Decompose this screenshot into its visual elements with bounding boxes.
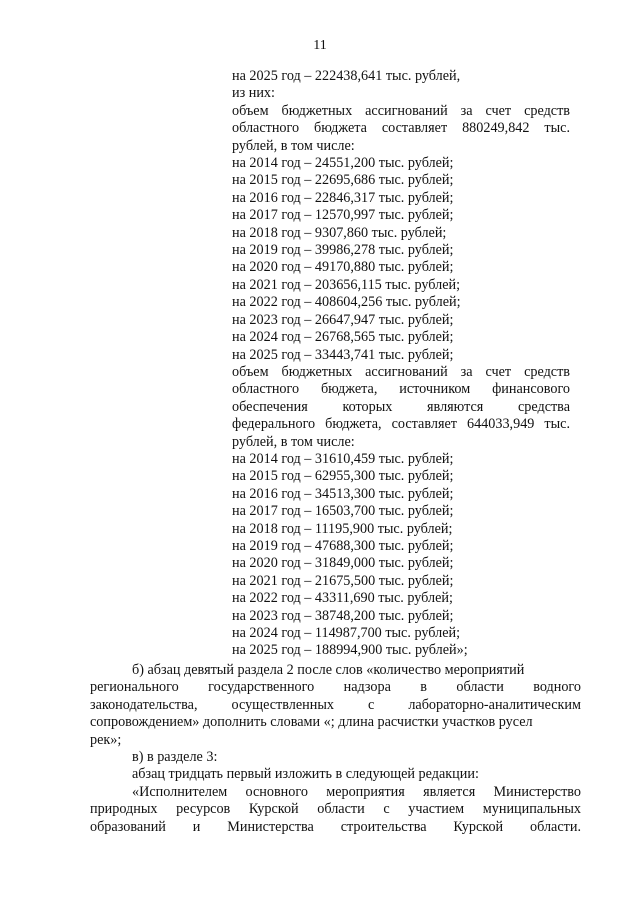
text-line: сопровождением» дополнить словами «; длина расчистки участков русел [90,714,533,731]
text-line: на 2025 год – 222438,641 тыс. рублей, [232,68,461,84]
text-line: на 2017 год – 12570,997 тыс. рублей; [232,207,454,224]
text-line: на 2016 год – 22846,317 тыс. рублей; [232,189,454,206]
text-line: образований и Министерства строительства Курской области. [90,818,581,835]
text-line: на 2025 год – 33443,741 тыс. рублей; [232,346,454,363]
text-line: на 2019 год – 47688,300 тыс. рублей; [232,537,454,554]
text-line: областного бюджета, источником финансового [232,381,570,398]
page-number: 11 [313,38,327,53]
text-line: на 2022 год – 408604,256 тыс. рублей; [232,294,461,311]
text-line: на 2018 год – 9307,860 тыс. рублей; [232,224,447,241]
text-line: обеспечения которых являются средства [232,398,570,415]
text-line: из них: [232,85,275,102]
text-line: на 2021 год – 21675,500 тыс. рублей; [232,572,454,589]
text-line: объем бюджетных ассигнований за счет средств [232,363,570,380]
text-line: на 2018 год – 11195,900 тыс. рублей; [232,520,453,537]
text-line: на 2021 год – 203656,115 тыс. рублей; [232,276,461,293]
text-line: рек»; [90,731,122,748]
text-line: б) абзац девятый раздела 2 после слов «количество мероприятий [132,662,525,678]
text-line: рублей, в том числе: [232,137,355,154]
budget-allocations-column [232,68,570,660]
text-line: на 2022 год – 43311,690 тыс. рублей; [232,590,453,607]
text-line: на 2015 год – 62955,300 тыс. рублей; [232,468,454,485]
amendments-text [90,662,581,836]
text-line: на 2019 год – 39986,278 тыс. рублей; [232,242,454,259]
text-line: «Исполнителем основного мероприятия является Министерство [132,783,581,800]
text-line: природных ресурсов Курской области с участием муниципальных [90,801,581,818]
text-line: на 2017 год – 16503,700 тыс. рублей; [232,503,454,520]
text-line: на 2020 год – 49170,880 тыс. рублей; [232,259,454,276]
text-line: на 2016 год – 34513,300 тыс. рублей; [232,485,454,502]
text-line: абзац тридцать первый изложить в следующей редакции: [132,766,479,783]
text-line: на 2015 год – 22695,686 тыс. рублей; [232,172,454,189]
text-line: федерального бюджета, составляет 644033,949 тыс. [232,416,570,433]
text-line: на 2014 год – 31610,459 тыс. рублей; [232,450,454,467]
text-line: на 2023 год – 38748,200 тыс. рублей; [232,607,454,624]
text-line: в) в разделе 3: [132,749,218,766]
text-line: на 2024 год – 114987,700 тыс. рублей; [232,625,461,641]
text-line: на 2023 год – 26647,947 тыс. рублей; [232,311,454,328]
text-line: на 2024 год – 26768,565 тыс. рублей; [232,329,454,346]
text-line: регионального государственного надзора в области водного [90,679,581,696]
text-line: на 2020 год – 31849,000 тыс. рублей; [232,555,454,572]
text-line: рублей, в том числе: [232,433,355,450]
text-line: областного бюджета составляет 880249,842 тыс. [232,120,570,137]
text-line: на 2025 год – 188994,900 тыс. рублей»; [232,642,468,659]
text-line: законодательства, осуществленных с лабораторно-аналитическим [90,696,581,713]
text-line: объем бюджетных ассигнований за счет средств [232,102,570,119]
text-line: на 2014 год – 24551,200 тыс. рублей; [232,155,454,172]
